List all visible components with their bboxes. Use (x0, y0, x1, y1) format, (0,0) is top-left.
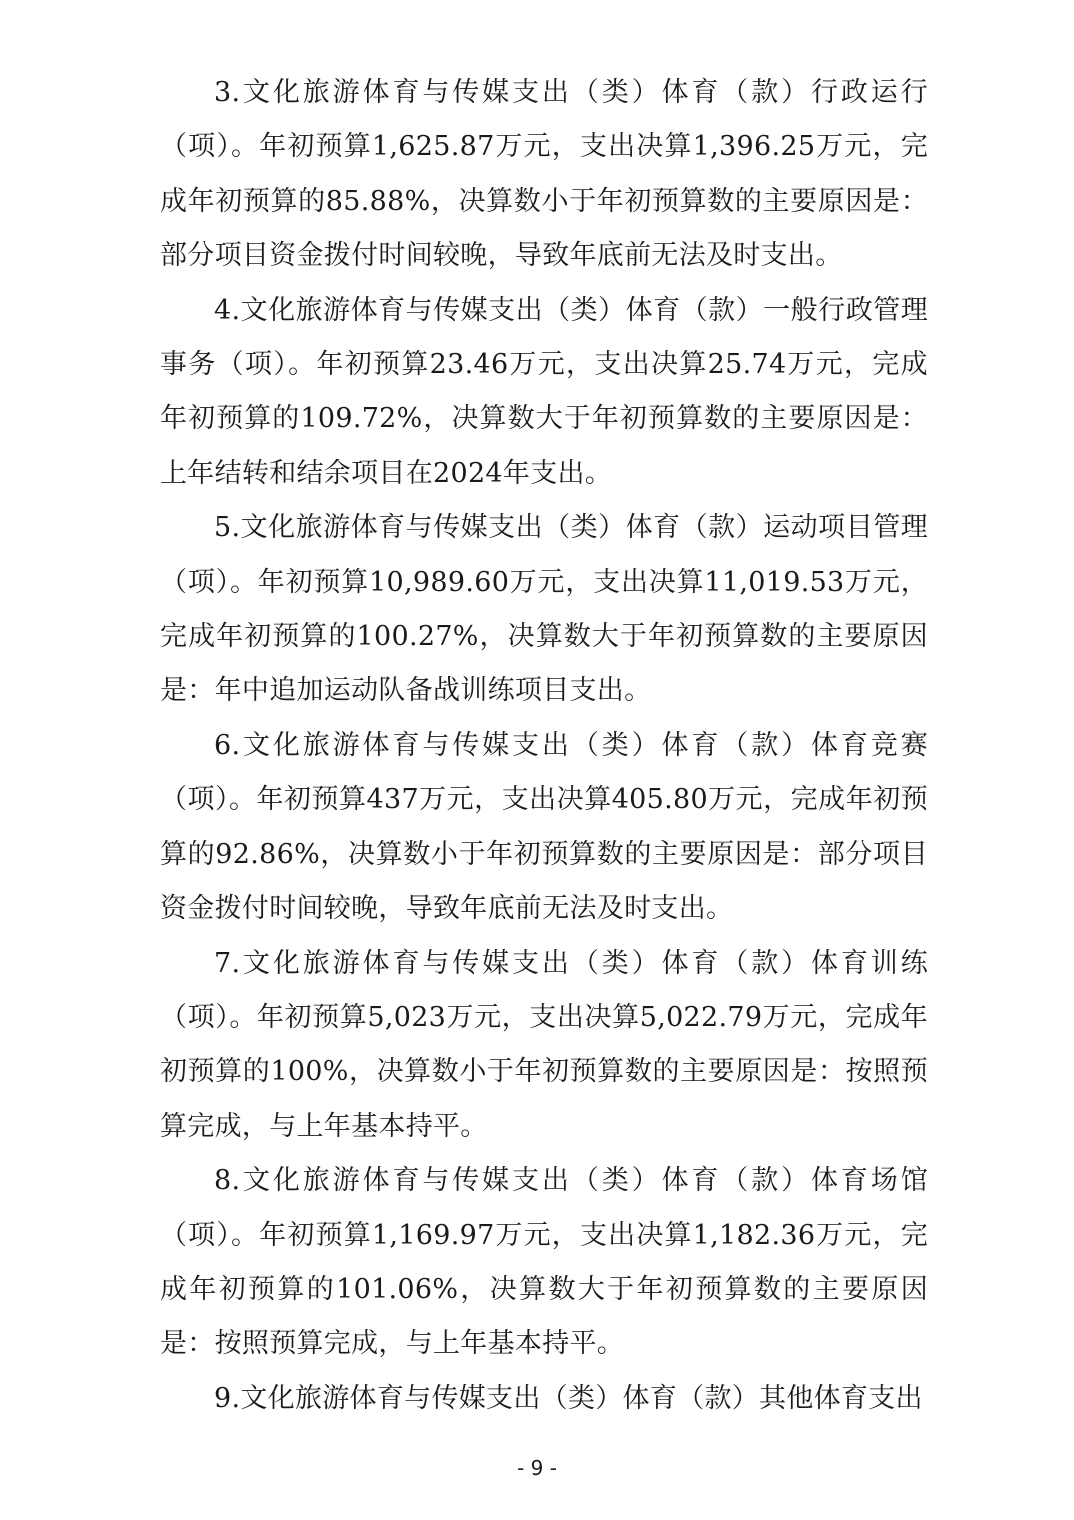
paragraph-item-9: 9.文化旅游体育与传媒支出（类）体育（款）其他体育支出 (214, 1382, 923, 1414)
paragraph-item-7: 7.文化旅游体育与传媒支出（类）体育（款）体育训练（项）。年初预算5,023万元，支出决算5,022.79万元，完成年初预算的100%，决算数小于年初预算数的主要原因是：按照预算完成，与上年基本持平。 (160, 947, 928, 1142)
paragraph-item-6: 6.文化旅游体育与传媒支出（类）体育（款）体育竞赛（项）。年初预算437万元，支出决算405.80万元，完成年初预算的92.86%，决算数小于年初预算数的主要原因是：部分项目资金拨付时间较晚，导致年底前无法及时支出。 (160, 729, 928, 925)
paragraph-item-4: 4.文化旅游体育与传媒支出（类）体育（款）一般行政管理事务（项）。年初预算23.46万元，支出决算25.74万元，完成年初预算的109.72%，决算数大于年初预算数的主要原因是：上年结转和结余项目在2024年支出。 (160, 294, 928, 489)
paragraph-item-3: 3.文化旅游体育与传媒支出（类）体育（款）行政运行（项）。年初预算1,625.87万元，支出决算1,396.25万元，完成年初预算的85.88%，决算数小于年初预算数的主要原因是：部分项目资金拨付时间较晚，导致年底前无法及时支出。 (160, 77, 928, 272)
page-number: - 9 - (517, 1456, 557, 1480)
document-body (160, 66, 928, 1426)
paragraph-item-5: 5.文化旅游体育与传媒支出（类）体育（款）运动项目管理（项）。年初预算10,989.60万元，支出决算11,019.53万元，完成年初预算的100.27%，决算数大于年初预算数的主要原因是：年中追加运动队备战训练项目支出。 (160, 512, 928, 707)
paragraph-item-8: 8.文化旅游体育与传媒支出（类）体育（款）体育场馆（项）。年初预算1,169.97万元，支出决算1,182.36万元，完成年初预算的101.06%，决算数大于年初预算数的主要原因是：按照预算完成，与上年基本持平。 (160, 1165, 928, 1360)
